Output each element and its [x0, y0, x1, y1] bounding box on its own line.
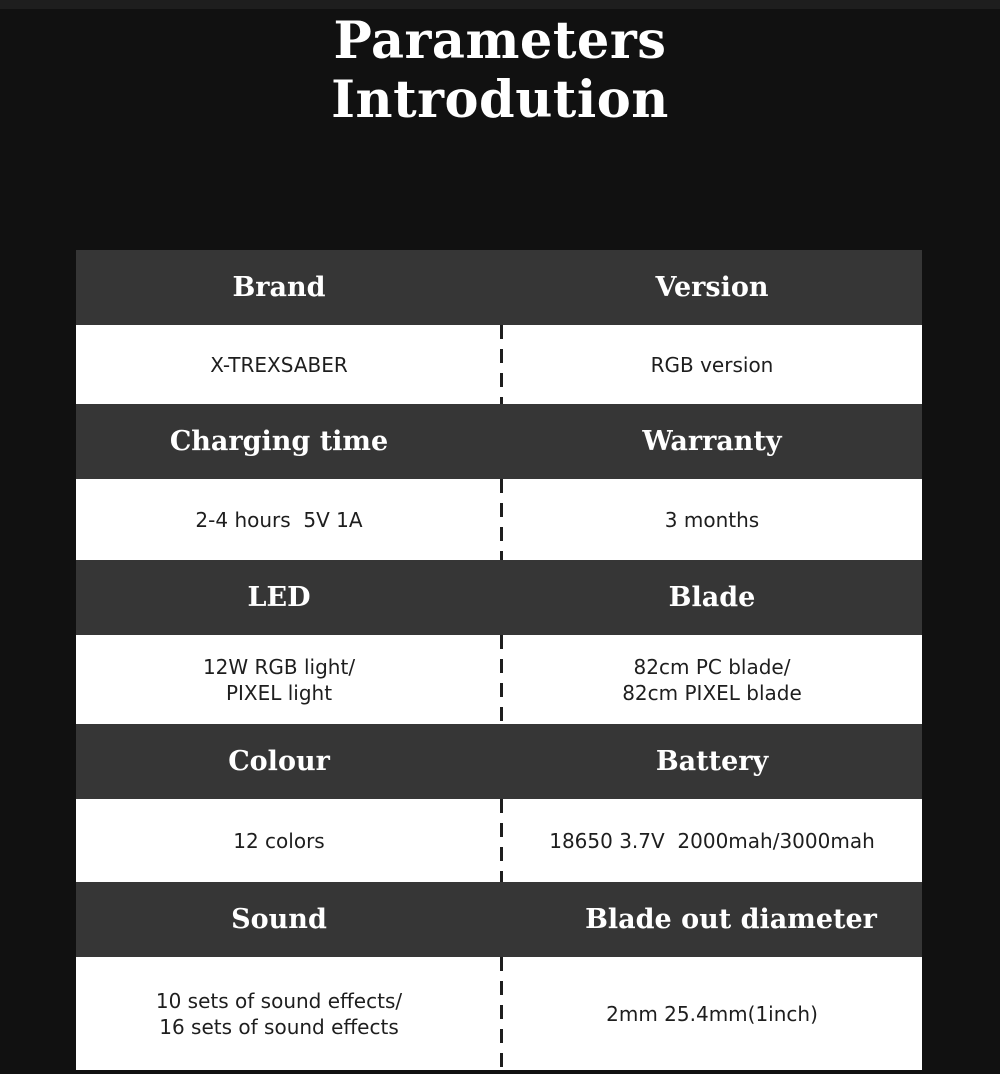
table-header-row	[76, 724, 922, 799]
table-header-row	[76, 882, 922, 957]
table-value-row	[76, 479, 922, 560]
table-value-row	[76, 799, 922, 882]
value-led	[76, 635, 482, 724]
table-value-row	[76, 635, 922, 724]
table-value-row	[76, 957, 922, 1070]
table-header-row	[76, 250, 922, 325]
value-led-line-2: PIXEL light	[225, 680, 333, 705]
value-sound	[76, 957, 482, 1070]
value-battery: 18650 3.7V 2000mah/3000mah	[549, 828, 875, 853]
value-sound-line-1: 10 sets of sound effects/	[155, 988, 403, 1013]
label-brand: Brand	[232, 272, 326, 303]
label-warranty: Warranty	[642, 426, 782, 457]
label-blade: Blade	[668, 582, 756, 613]
page-title	[0, 12, 1000, 130]
parameters-table	[76, 250, 922, 1070]
value-colour: 12 colors	[233, 828, 325, 853]
value-sound-line-2: 16 sets of sound effects	[159, 1014, 399, 1039]
label-blade-out-diameter: Blade out diameter	[585, 904, 877, 935]
table-header-row	[76, 560, 922, 635]
title-line-1: Parameters	[333, 11, 667, 71]
title-line-2: Introdution	[331, 70, 669, 130]
value-blade	[502, 635, 922, 724]
table-header-row	[76, 404, 922, 479]
label-led: LED	[247, 582, 311, 613]
top-strip	[0, 0, 1000, 9]
label-version: Version	[655, 272, 769, 303]
value-brand: X-TREXSABER	[210, 352, 348, 377]
value-blade-out-diameter: 2mm 25.4mm(1inch)	[606, 1001, 818, 1026]
value-led-line-1: 12W RGB light/	[202, 654, 356, 679]
value-version: RGB version	[650, 352, 774, 377]
label-battery: Battery	[655, 746, 769, 777]
table-value-row	[76, 325, 922, 404]
label-colour: Colour	[228, 746, 330, 777]
value-charging-time: 2-4 hours 5V 1A	[195, 507, 363, 532]
label-charging-time: Charging time	[169, 426, 389, 457]
value-blade-line-1: 82cm PC blade/	[633, 654, 791, 679]
value-blade-line-2: 82cm PIXEL blade	[622, 680, 802, 705]
value-warranty: 3 months	[664, 507, 760, 532]
label-sound: Sound	[231, 904, 327, 935]
